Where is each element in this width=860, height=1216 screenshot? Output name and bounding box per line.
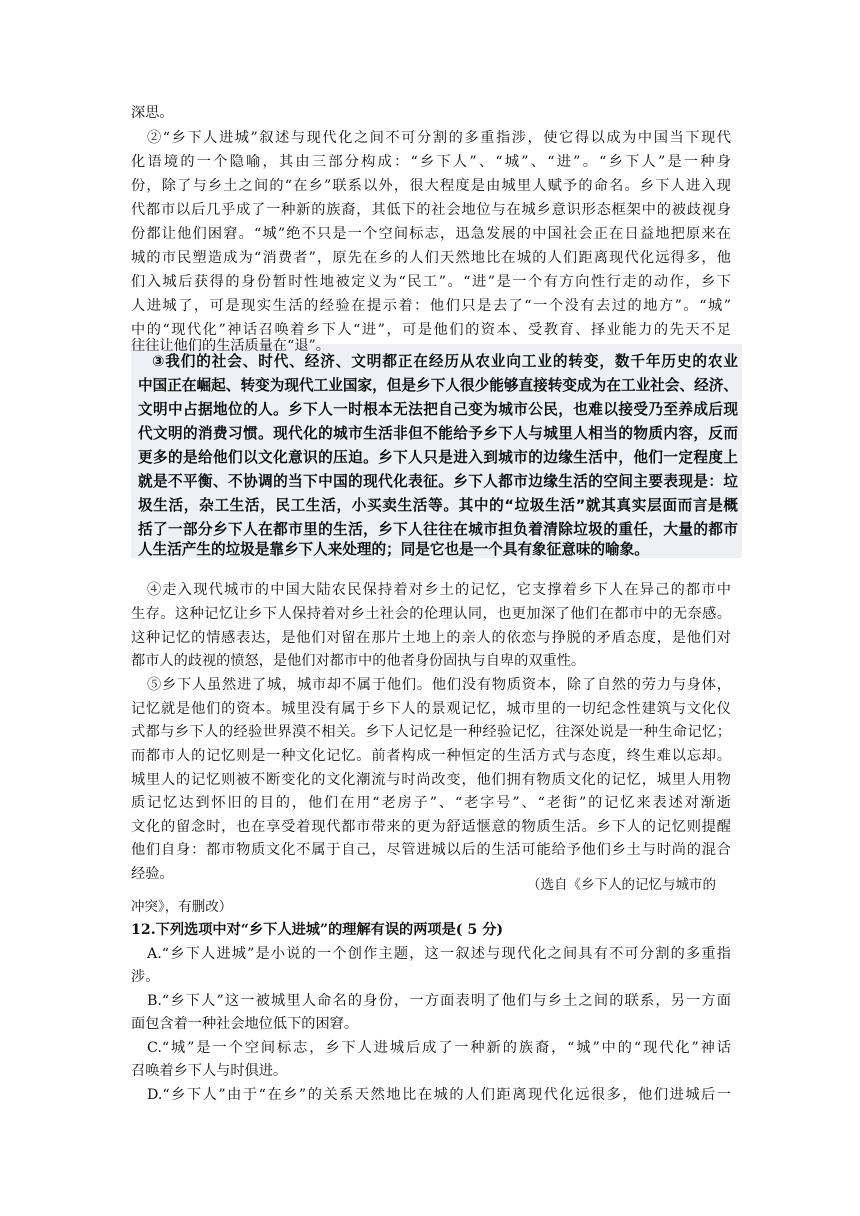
paragraph-5-line: 他们自身：都市物质文化不属于自己，尽管进城以后的生活可能给予他们乡土与时尚的混合 (131, 842, 731, 858)
paragraph-2-line: 化语境的一个隐喻，其由三部分构成：“乡下人”、“城”、“进”。“乡下人”是一种身 (131, 154, 731, 170)
paragraph-2-line: ②“乡下人进城”叙述与现代化之间不可分割的多重指涉，使它得以成为中国当下现代 (147, 130, 731, 146)
paragraph-5-line: 经验。 (131, 866, 174, 882)
option-d-line: D.“乡下人”由于“在乡”的关系天然地比在城的人们距离现代化远很多，他们进城后一 (147, 1087, 731, 1103)
paragraph-2-line: 代都市以后几乎成了一种新的族裔，其低下的社会地位与在城乡意识形态框架中的被歧视身 (131, 202, 731, 218)
option-b-line: B.“乡下人”这一被城里人命名的身份，一方面表明了他们与乡土之间的联系，另一方面 (147, 993, 731, 1009)
paragraph-3-line: 更多的是给他们以文化意识的压迫。乡下人只是进入到城市的边缘生活中，他们一定程度上 (138, 449, 738, 466)
paragraph-3-line: ③我们的社会、时代、经济、文明都正在经历从农业向工业的转变，数千年历史的农业 (152, 353, 738, 370)
paragraph-5-line: 式都与乡下人的经验世界漠不相关。乡下人记忆是一种经验记忆，往深处说是一种生命记忆； (131, 724, 731, 740)
paragraph-3-line: 人生活产生的垃圾是靠乡下人来处理的；同是它也是一个具有象征意味的喻象。 (138, 541, 649, 558)
paragraph-2-line: 份都让他们困窘。“城”绝不只是一个空间标志，迅急发展的中国社会正在日益地把原来在 (131, 226, 731, 242)
paragraph-4-line: ④走入现代城市的中国大陆农民保持着对乡土的记忆，它支撑着乡下人在异己的都市中 (147, 582, 731, 598)
paragraph-2-line: 份，除了与乡土之间的“在乡”联系以外，很大程度是由城里人赋予的命名。乡下人进入现 (131, 178, 731, 194)
option-b-line: 面包含着一种社会地位低下的困窘。 (131, 1016, 359, 1032)
paragraph-4-line: 生存。这种记忆让乡下人保持着对乡土社会的伦理认同，也更加深了他们在都市中的无奈感。 (131, 606, 731, 622)
paragraph-4-line: 都市人的歧视的愤怒，是他们对都市中的他者身份固执与自卑的双重性。 (131, 653, 586, 669)
paragraph-3-line: 圾生活，杂工生活，民工生活，小买卖生活等。其中的“垃圾生活”就其真实层面而言是概 (138, 497, 738, 514)
question-title: 12.下列选项中对“乡下人进城”的理解有误的两项是( 5 分) (131, 922, 504, 938)
source-attribution-cont: 冲突》，有删改） (131, 899, 233, 915)
paragraph-5-line: 记忆就是他们的资本。城里没有属于乡下人的景观记忆，城市里的一切纪念性建筑与文化仪 (131, 701, 731, 717)
option-a-line: A.“乡下人进城”是小说的一个创作主题，这一叙述与现代化之间具有不可分割的多重指 (147, 946, 731, 962)
paragraph-5-line: 城里人的记忆则被不断变化的文化潮流与时尚改变，他们拥有物质文化的记忆，城里人用物 (131, 772, 731, 788)
option-c-line: 召唤着乡下人与时俱进。 (131, 1063, 288, 1079)
paragraph-5-line: ⑤乡下人虽然进了城，城市却不属于他们。他们没有物质资本，除了自然的劳力与身体， (147, 677, 731, 693)
paragraph-3-line: 就是不平衡、不协调的当下中国的现代化表征。乡下人都市边缘生活的空间主要表现是：垃 (138, 473, 738, 490)
paragraph-2-line: 们入城后获得的身份暂时性地被定义为“民工”。“进”是一个有方向性行走的动作，乡下 (131, 274, 731, 290)
paragraph-2-line: 城的市民塑造成为“消费者”，原先在乡的人们天然地比在城的人们距离现代化远得多，他 (131, 250, 731, 266)
source-attribution: （选自《乡下人的记忆与城市的 (527, 877, 716, 893)
paragraph-5-line: 而都市人的记忆则是一种文化记忆。前者构成一种恒定的生活方式与态度，终生难以忘却。 (131, 748, 731, 764)
option-c-line: C.“城”是一个空间标志，乡下人进城后成了一种新的族裔，“城”中的“现代化”神话 (147, 1040, 731, 1056)
paragraph-3-line: 中国正在崛起、转变为现代工业国家，但是乡下人很少能够直接转变成为在工业社会、经济、 (138, 377, 738, 394)
paragraph-1-line: 深思。 (131, 105, 174, 121)
paragraph-3-line: 文明中占据地位的人。乡下人一时根本无法把自己变为城市公民，也难以接受乃至养成后现 (138, 401, 738, 418)
paragraph-5-line: 文化的留念时，也在享受着现代都市带来的更为舒适惬意的物质生活。乡下人的记忆则提醒 (131, 819, 731, 835)
paragraph-3-line: 代文明的消费习惯。现代化的城市生活非但不能给予乡下人与城里人相当的物质内容，反而 (138, 425, 738, 442)
paragraph-2-line: 往往让他们的生活质量在“退”。 (131, 338, 330, 354)
paragraph-3-line: 括了一部分乡下人在都市里的生活，乡下人往往在城市担负着清除垃圾的重任，大量的都市 (138, 521, 738, 538)
paragraph-4-line: 这种记忆的情感表达，是他们对留在那片土地上的亲人的依恋与挣脱的矛盾态度，是他们对 (131, 630, 731, 646)
paragraph-5-line: 质记忆达到怀旧的目的，他们在用“老房子”、“老字号”、“老街”的记忆来表述对渐逝 (131, 795, 731, 811)
option-a-line: 涉。 (131, 969, 160, 985)
paragraph-2-line: 人进城了，可是现实生活的经验在提示着：他们只是去了“一个没有去过的地方”。“城” (131, 298, 731, 314)
paragraph-2-line: 中的“现代化”神话召唤着乡下人“进”，可是他们的资本、受教育、择业能力的先天不足 (131, 322, 731, 338)
